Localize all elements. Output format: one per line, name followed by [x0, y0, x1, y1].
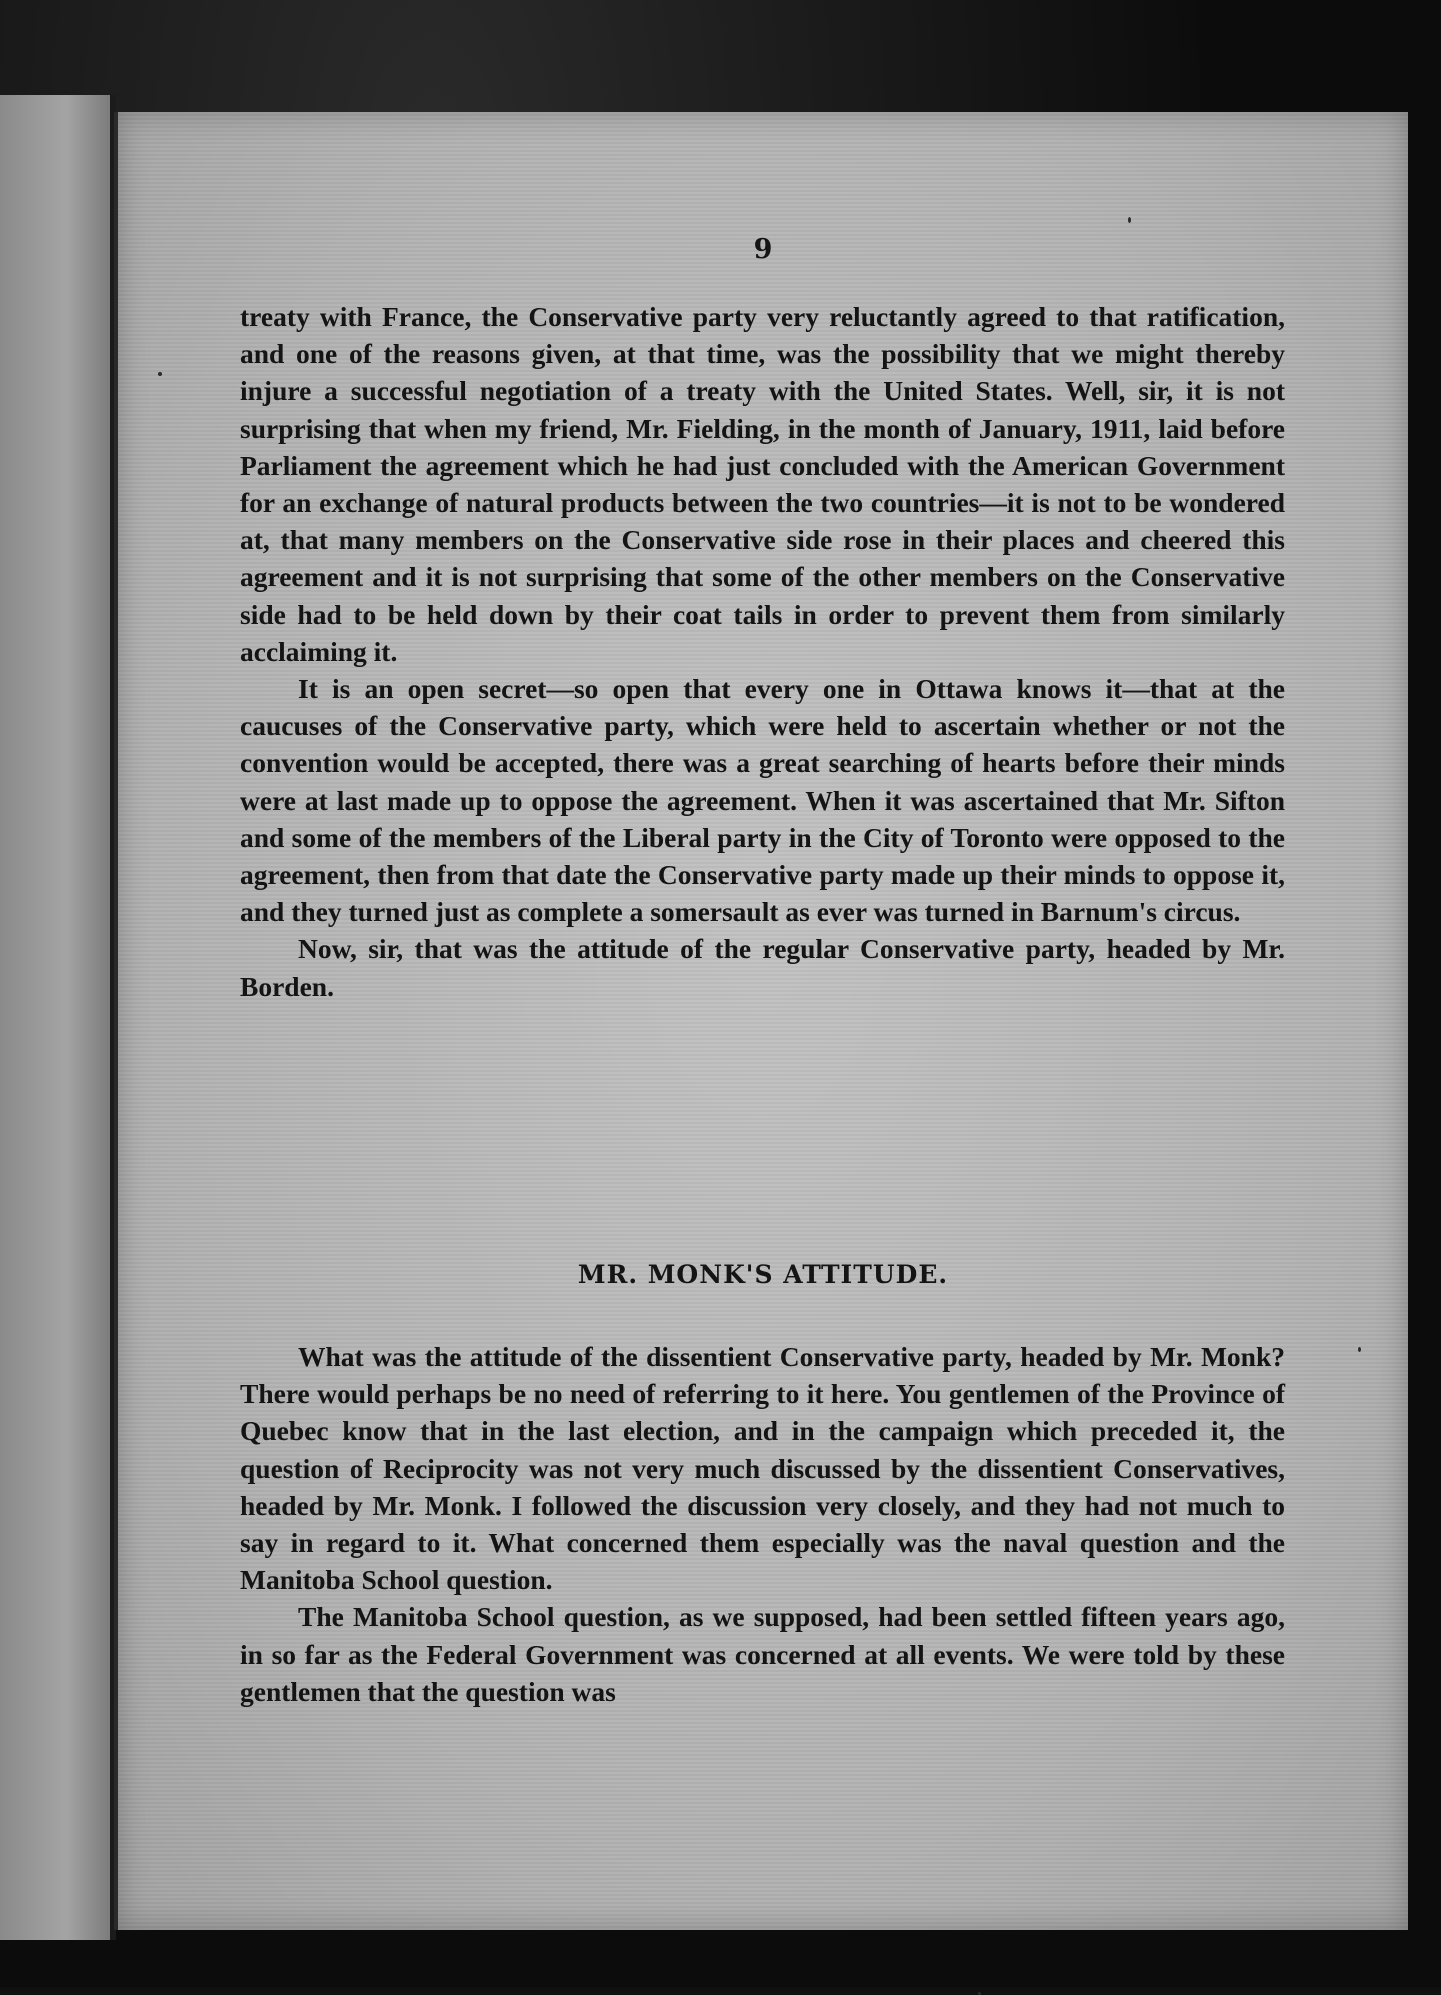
scan-speck [1358, 1347, 1361, 1352]
paragraph: The Manitoba School question, as we supposed, had been settled fifteen years ago, in so far as the Federal Government was concerned at all events. We were told by these gentlemen that the question was [240, 1601, 1285, 1707]
document-page [114, 112, 1408, 1930]
scan-speck [1128, 217, 1131, 223]
scan-speck [158, 372, 162, 376]
paragraph: treaty with France, the Conservative party very reluctantly agreed to that ratification, and one of the reasons given, at that time, was the possibility that we might thereby injure a successful negotiation of a treaty with the United States. Well, sir, it is not surprising that when my friend, Mr. Fielding, in the month of January, 1911, laid before Parliament the agreement which he had just concluded with the American Government for an exchange of natural products between the two countries—it is not to be wondered at, that many members on the Conservative side rose in their places and cheered this agreement and it is not surprising that some of the other members on the Conservative side had to be held down by their coat tails in order to prevent them from similarly acclaiming it. [240, 301, 1285, 667]
text-block-bottom [240, 1338, 1285, 1710]
facing-page-edge [0, 95, 116, 1940]
page-number: 9 [753, 234, 773, 265]
paragraph: Now, sir, that was the attitude of the regular Conservative party, headed by Mr. Borden. [240, 933, 1285, 1002]
section-heading: MR. MONK'S ATTITUDE. [577, 1260, 949, 1289]
paragraph: What was the attitude of the dissentient Conservative party, headed by Mr. Monk? There would perhaps be no need of referring to it here. You gentlemen of the Province of Quebec know that in the last election, and in the campaign which preceded it, the question of Reciprocity was not very much discussed by the dissentient Conservatives, headed by Mr. Monk. I followed the discussion very closely, and they had not much to say in regard to it. What concerned them especially was the naval question and the Manitoba School question. [240, 1341, 1285, 1596]
text-block-top [240, 298, 1285, 1005]
paragraph: It is an open secret—so open that every one in Ottawa knows it—that at the caucuses of the Conservative party, which were held to ascertain whether or not the convention would be accepted, there was a great searching of hearts before their minds were at last made up to oppose the agreement. When it was ascertained that Mr. Sifton and some of the members of the Liberal party in the City of Toronto were opposed to the agreement, then from that date the Conservative party made up their minds to oppose it, and they turned just as complete a somersault as ever was turned in Barnum's circus. [240, 673, 1285, 928]
